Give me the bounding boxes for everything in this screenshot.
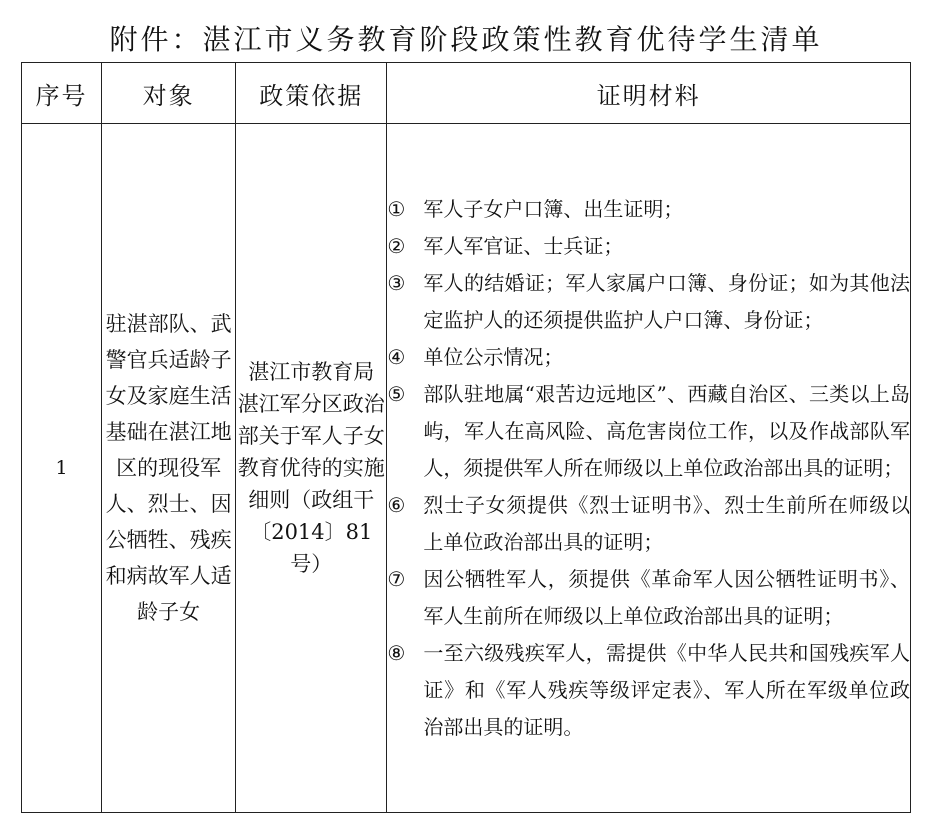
material-item (387, 339, 910, 376)
item-number: ③ (387, 270, 406, 295)
header-seq: 序号 (22, 63, 102, 124)
item-text: 因公牺牲军人，须提供《革命军人因公牺牲证明书》、军人生前所在师级以上单位政治部出具的证明； (423, 566, 910, 628)
item-number: ② (387, 233, 406, 258)
cell-basis: 湛江市教育局 湛江军分区政治部关于军人子女教育优待的实施细则（政组干〔2014〕81号） (236, 124, 387, 813)
item-text: 军人军官证、士兵证； (423, 233, 624, 258)
item-number: ① (387, 196, 406, 221)
item-text: 部队驻地属“艰苦边远地区”、西藏自治区、三类以上岛屿，军人在高风险、高危害岗位工作，以及作战部队军人，须提供军人所在师级以上单位政治部出具的证明； (423, 381, 910, 480)
item-text: 军人子女户口簿、出生证明； (423, 196, 684, 221)
item-number: ⑦ (387, 566, 406, 591)
material-item (387, 228, 910, 265)
item-text: 单位公示情况； (423, 344, 564, 369)
material-item (387, 487, 910, 561)
header-materials: 证明材料 (387, 63, 911, 124)
material-item (387, 265, 910, 339)
item-number: ⑤ (387, 381, 406, 406)
item-number: ⑥ (387, 492, 406, 517)
cell-object: 驻湛部队、武警官兵适龄子女及家庭生活基础在湛江地区的现役军人、烈士、因公牺牲、残疾和病故军人适龄子女 (102, 124, 236, 813)
material-item (387, 561, 910, 635)
cell-seq: 1 (22, 124, 102, 813)
header-basis: 政策依据 (236, 63, 387, 124)
item-text: 一至六级残疾军人，需提供《中华人民共和国残疾军人证》和《军人残疾等级评定表》、军人所在军级单位政治部出具的证明。 (423, 640, 910, 739)
header-object: 对象 (102, 63, 236, 124)
header-row (22, 63, 911, 124)
document-title: 附件：湛江市义务教育阶段政策性教育优待学生清单 (109, 23, 823, 56)
item-number: ⑧ (387, 640, 406, 665)
item-text: 军人的结婚证；军人家属户口簿、身份证；如为其他法定监护人的还须提供监护人户口簿、身份证； (423, 270, 910, 332)
cell-materials (387, 124, 911, 813)
material-item (387, 376, 910, 487)
item-number: ④ (387, 344, 406, 369)
policy-table (21, 62, 911, 813)
table-row (22, 124, 911, 813)
material-item (387, 191, 910, 228)
material-item (387, 635, 910, 746)
item-text: 烈士子女须提供《烈士证明书》、烈士生前所在师级以上单位政治部出具的证明； (423, 492, 910, 554)
